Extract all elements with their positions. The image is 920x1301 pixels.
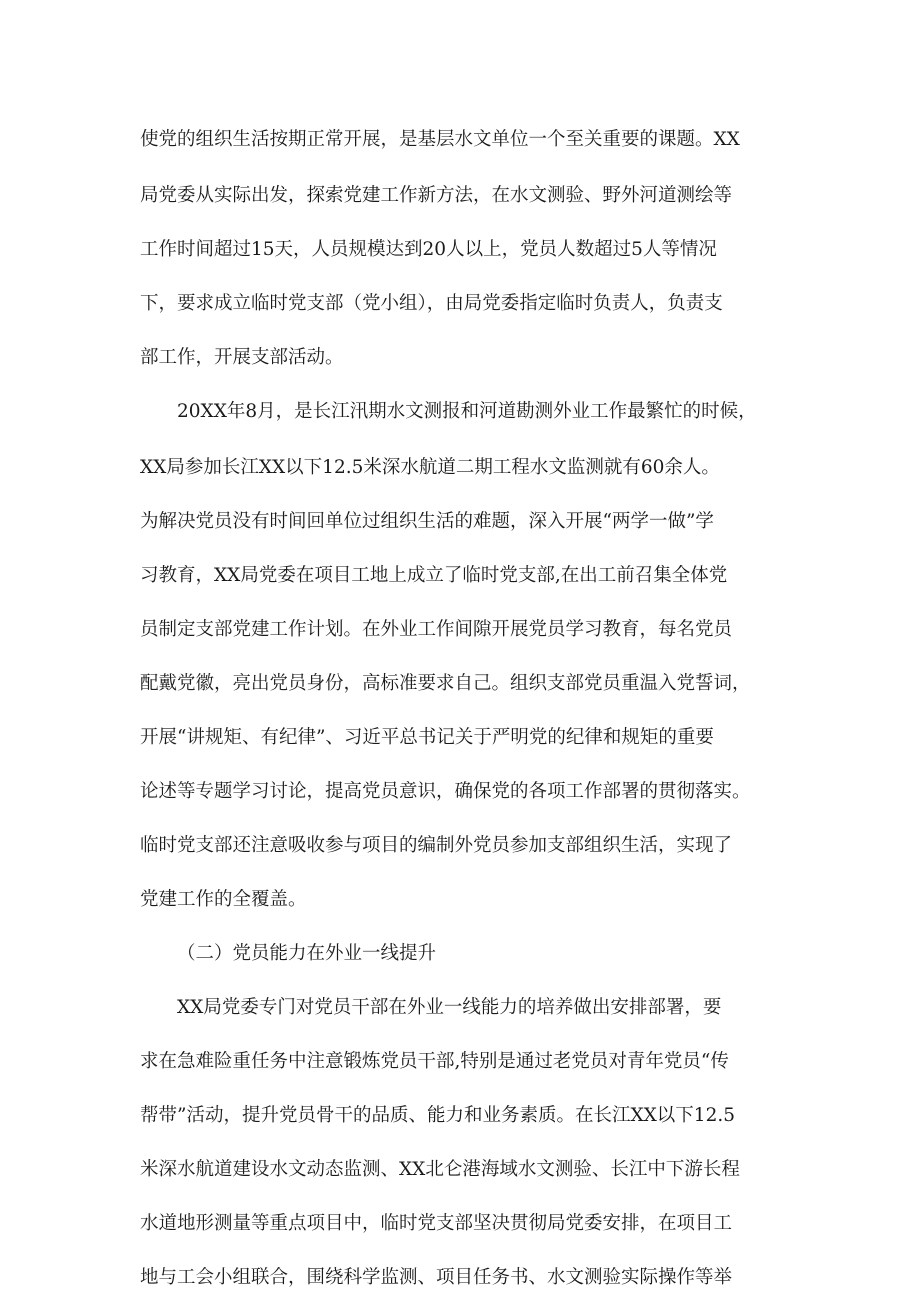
paragraph-2-line-9: 临时党支部还注意吸收参与项目的编制外党员参加支部组织生活，实现了 bbox=[140, 835, 733, 856]
paragraph-3-line-2: 求在急难险重任务中注意锻炼党员干部,特别是通过老党员对青年党员“传 bbox=[140, 1051, 729, 1072]
paragraph-2-line-5: 员制定支部党建工作计划。在外业工作间隙开展党员学习教育，每名党员 bbox=[140, 619, 733, 640]
section-heading: （二）党员能力在外业一线提升 bbox=[177, 943, 437, 964]
paragraph-3-line-4: 米深水航道建设水文动态监测、XX北仑港海域水文测验、长江中下游长程 bbox=[140, 1159, 740, 1180]
paragraph-2-line-3: 为解决党员没有时间回单位过组织生活的难题，深入开展“两学一做”学 bbox=[140, 511, 714, 532]
document-page bbox=[140, 0, 788, 1301]
paragraph-3-line-1: XX局党委专门对党员干部在外业一线能力的培养做出安排部署，要 bbox=[177, 997, 722, 1018]
paragraph-1-line-4: 下，要求成立临时党支部（党小组），由局党委指定临时负责人，负责支 bbox=[140, 293, 723, 314]
paragraph-3-line-3: 帮带”活动，提升党员骨干的品质、能力和业务素质。在长江XX以下12.5 bbox=[140, 1105, 735, 1126]
paragraph-2-line-2: XX局参加长江XX以下12.5米深水航道二期工程水文监测就有60余人。 bbox=[140, 457, 720, 478]
paragraph-2-line-8: 论述等专题学习讨论，提高党员意识，确保党的各项工作部署的贯彻落实。 bbox=[140, 781, 751, 802]
paragraph-3-line-6: 地与工会小组联合，围绕科学监测、项目任务书、水文测验实际操作等举 bbox=[140, 1267, 733, 1288]
paragraph-3-line-5: 水道地形测量等重点项目中，临时党支部坚决贯彻局党委安排，在项目工 bbox=[140, 1213, 733, 1234]
paragraph-2-line-1: 20XX年8月，是长江汛期水文测报和河道勘测外业工作最繁忙的时候， bbox=[177, 401, 757, 422]
paragraph-2-line-6: 配戴党徽，亮出党员身份，高标准要求自己。组织支部党员重温入党誓词， bbox=[140, 673, 751, 694]
paragraph-1-line-5: 部工作，开展支部活动。 bbox=[140, 347, 344, 368]
paragraph-1-line-2: 局党委从实际出发，探索党建工作新方法，在水文测验、野外河道测绘等 bbox=[140, 185, 733, 206]
paragraph-2-line-4: 习教育，XX局党委在项目工地上成立了临时党支部,在出工前召集全体党 bbox=[140, 565, 728, 586]
paragraph-1-line-3: 工作时间超过15天，人员规模达到20人以上，党员人数超过5人等情况 bbox=[140, 239, 717, 260]
paragraph-2-line-10: 党建工作的全覆盖。 bbox=[140, 889, 307, 910]
paragraph-2-line-7: 开展“讲规矩、有纪律”、习近平总书记关于严明党的纪律和规矩的重要 bbox=[140, 727, 714, 748]
paragraph-1-line-1: 使党的组织生活按期正常开展，是基层水文单位一个至关重要的课题。XX bbox=[140, 129, 740, 150]
